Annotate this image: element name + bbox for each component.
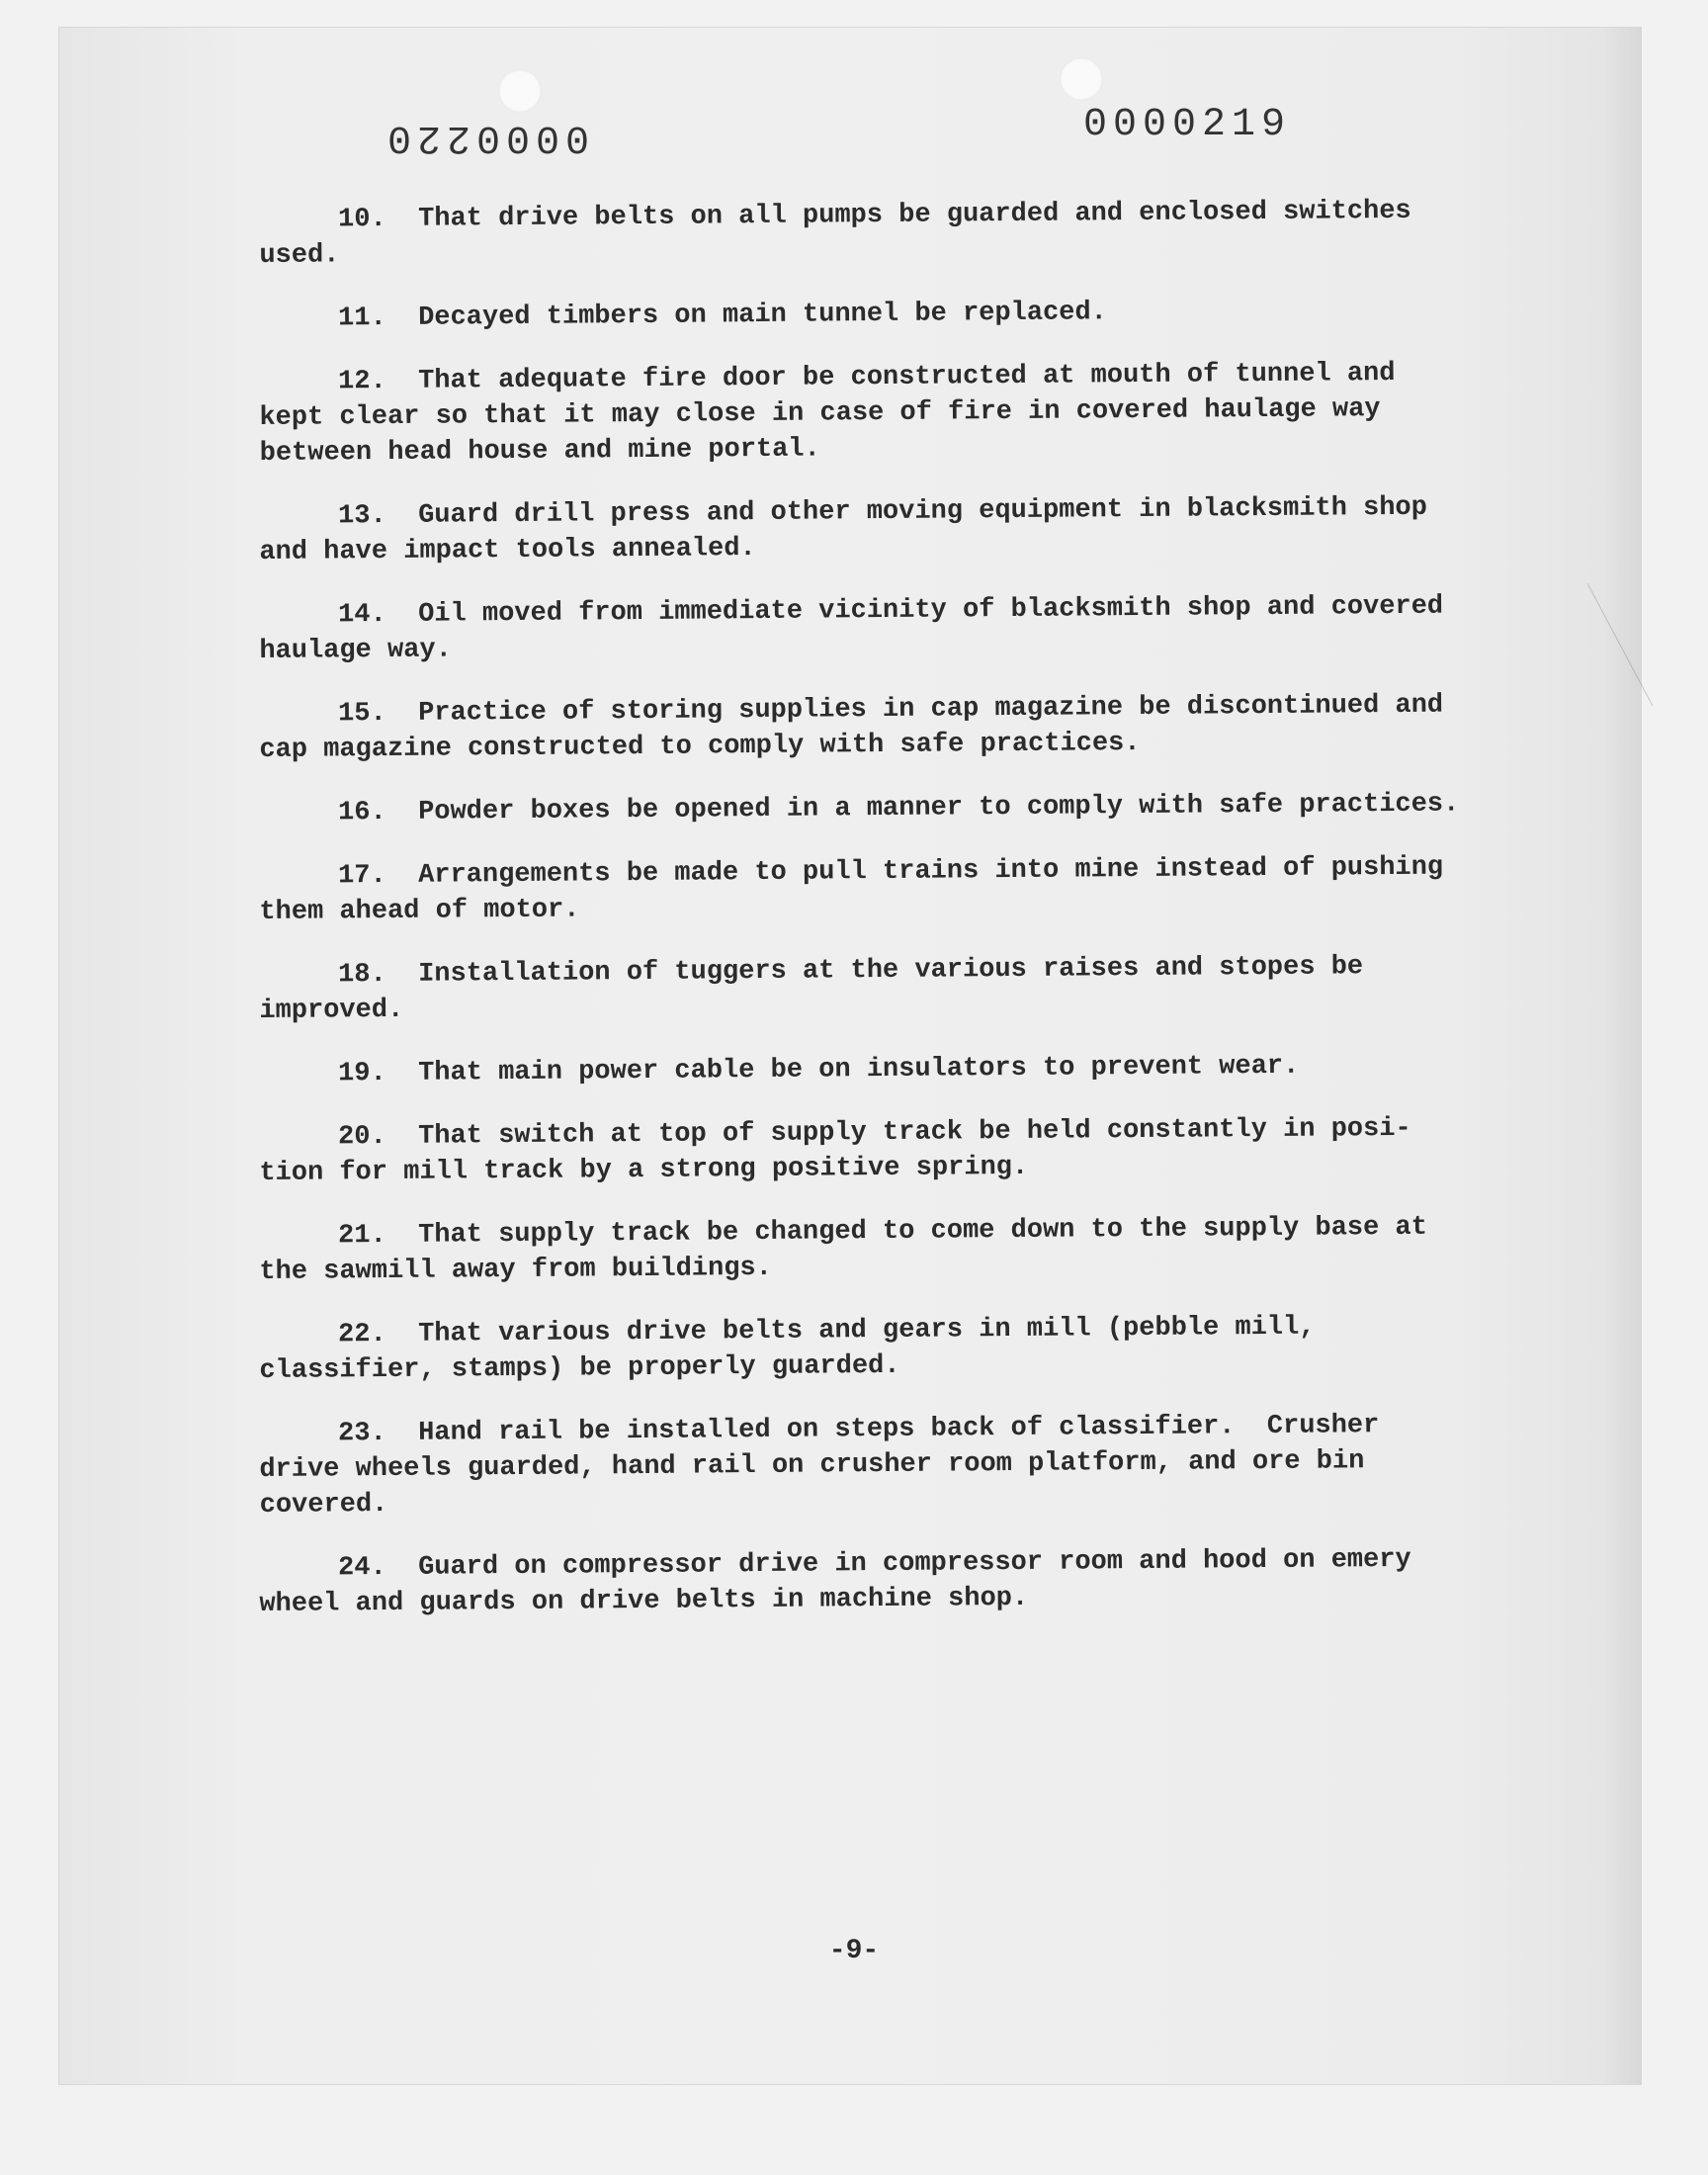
recommendation-item-20: 20. That switch at top of supply track be held constantly in posi-tion for mill track by a strong positive spring. <box>259 1113 1411 1188</box>
recommendation-item-16: 16. Powder boxes be opened in a manner to comply with safe practices. <box>338 789 1460 828</box>
recommendation-item-17: 17. Arrangements be made to pull trains into mine instead of pushing them ahead of motor. <box>259 852 1460 927</box>
recommendation-item-24: 24. Guard on compressor drive in compressor room and hood on emery wheel and guards on drive belts in machine shop. <box>259 1544 1428 1619</box>
recommendation-item-11: 11. Decayed timbers on main tunnel be replaced. <box>338 298 1107 334</box>
document-number-stamp-inverted: 0000220 <box>382 115 590 159</box>
recommendation-list <box>259 196 1475 1622</box>
page-number: -9- <box>828 1936 880 1966</box>
punch-hole-right <box>1060 57 1103 101</box>
recommendation-item-19: 19. That main power cable be on insulators to prevent wear. <box>338 1051 1300 1089</box>
document-number-stamp: 0000219 <box>1083 103 1292 147</box>
punch-hole-left <box>498 69 542 113</box>
recommendation-item-12: 12. That adequate fire door be constructed at mouth of tunnel and kept clear so that it may close in case of fire in covered haulage way between head house and mine portal. <box>259 358 1411 469</box>
paper-scratch <box>1587 556 1706 706</box>
recommendation-item-21: 21. That supply track be changed to come down to the supply base at the sawmill away from buildings. <box>259 1212 1444 1287</box>
recommendation-item-10: 10. That drive belts on all pumps be guarded and enclosed switches used. <box>259 196 1428 271</box>
recommendation-item-22: 22. That various drive belts and gears in mill (pebble mill, classifier, stamps) be properly guarded. <box>259 1312 1331 1386</box>
recommendation-item-18: 18. Installation of tuggers at the various raises and stopes be improved. <box>259 952 1380 1026</box>
recommendation-item-14: 14. Oil moved from immediate vicinity of blacksmith shop and covered haulage way. <box>259 591 1460 666</box>
recommendation-item-13: 13. Guard drill press and other moving equipment in blacksmith shop and have impact tools annealed. <box>259 492 1444 567</box>
recommendation-item-15: 15. Practice of storing supplies in cap magazine be discontinued and cap magazine constructed to comply with safe practices. <box>259 690 1460 765</box>
recommendation-item-23: 23. Hand rail be installed on steps back of classifier. Crusher drive wheels guarded, hand rail on crusher room platform, and ore bin covered. <box>259 1410 1396 1521</box>
